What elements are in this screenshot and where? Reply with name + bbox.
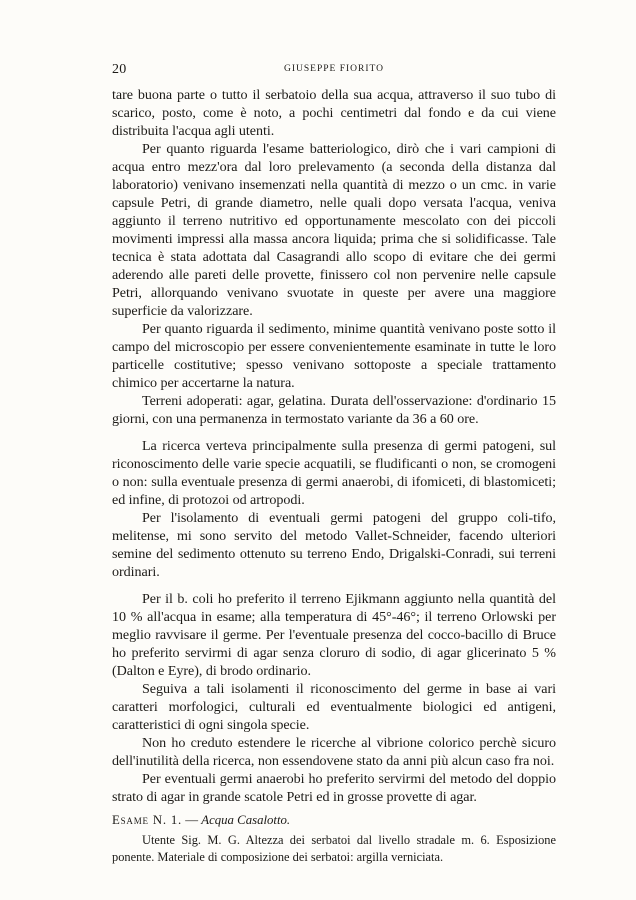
paragraph: Per quanto riguarda il sedimento, minime quantità venivano poste sotto il campo del microscopio per essere convenientemente esaminate in tutte le loro particelle costitutive; spesso venivano sottoposte a speciale trattamento chimico per accertarne la natura. [112, 321, 556, 391]
paragraph: Non ho creduto estendere le ricerche al vibrione colorico perchè sicuro dell'inutilità della ricerca, non essendovene stato da anni più alcun caso fra noi. [112, 735, 556, 769]
page-number: 20 [112, 62, 127, 77]
example-heading [112, 812, 556, 829]
paragraph: Per il b. coli ho preferito il terreno Ejikmann aggiunto nella quantità del 10 % all'acqua in esame; alla temperatura di 45°-46°; il terreno Orlowski per meglio ravvisare il germe. Per l'eventuale presenza del cocco-bacillo di Bruce ho preferito servirmi di agar senza cloruro di sodio, di agar glicerinato 5 % (Dalton e Eyre), di brodo ordinario. [112, 591, 556, 679]
paragraph: Per l'isolamento di eventuali germi patogeni del gruppo coli-tifo, melitense, mi sono servito del metodo Vallet-Schneider, facendo ulteriori semine del sedimento ottenuto su terreno Endo, Drigalski-Conradi, sui terreni ordinari. [112, 510, 556, 580]
example-dash: — [182, 813, 202, 827]
body-text [112, 86, 556, 866]
paragraph: tare buona parte o tutto il serbatoio della sua acqua, attraverso il suo tubo di scarico, posto, come è noto, a pochi centimetri dal fondo e da cui viene distribuita l'acqua agli utenti. [112, 87, 556, 139]
paragraph: Per eventuali germi anaerobi ho preferito servirmi del metodo del doppio strato di agar in grande scatole Petri ed in grosse provette di agar. [112, 771, 556, 805]
page-header [112, 62, 556, 78]
paragraph: Seguiva a tali isolamenti il riconoscimento del germe in base ai vari caratteri morfologici, culturali ed eventualmente biologici ed antigeni, caratteristici di ogni singola specie. [112, 681, 556, 733]
running-head: GIUSEPPE FIORITO [283, 64, 384, 74]
example-title: Acqua Casalotto. [201, 813, 291, 827]
paragraph: Terreni adoperati: agar, gelatina. Durata dell'osservazione: d'ordinario 15 giorni, con una permanenza in termostato variante da 36 a 60 ore. [112, 393, 556, 427]
example-description: Utente Sig. M. G. Altezza dei serbatoi dal livello stradale m. 6. Esposizione ponente. Materiale di composizione dei serbatoi: argilla verniciata. [112, 833, 556, 864]
example-label: Esame N. 1. [112, 813, 183, 827]
paragraph: La ricerca verteva principalmente sulla presenza di germi patogeni, sul riconoscimento delle varie specie acquatili, se fludificanti o non, se cromogeni o non: sulla eventuale presenza di germi anaerobi, di ifomiceti, di blastomiceti; ed infine, di protozoi od artropodi. [112, 438, 556, 508]
paragraph: Per quanto riguarda l'esame batteriologico, dirò che i vari campioni di acqua entro mezz'ora dal loro prelevamento (a seconda della distanza dal laboratorio) venivano insemenzati nella quantità di mezzo o un cmc. in varie capsule Petri, di grande diametro, nelle quali dopo versata l'acqua, veniva aggiunto il terreno nutritivo ed opportunamente mescolato con dei piccoli movimenti impressi alla massa ancora liquida; prima che si solidificasse. Tale tecnica è stata adottata dal Casagrandi allo scopo di evitare che dei germi aderendo alle pareti delle provette, finissero col non pervenire nelle capsule Petri, allorquando venivano svuotate in queste per avere una maggiore superficie da valorizzare. [112, 141, 556, 319]
